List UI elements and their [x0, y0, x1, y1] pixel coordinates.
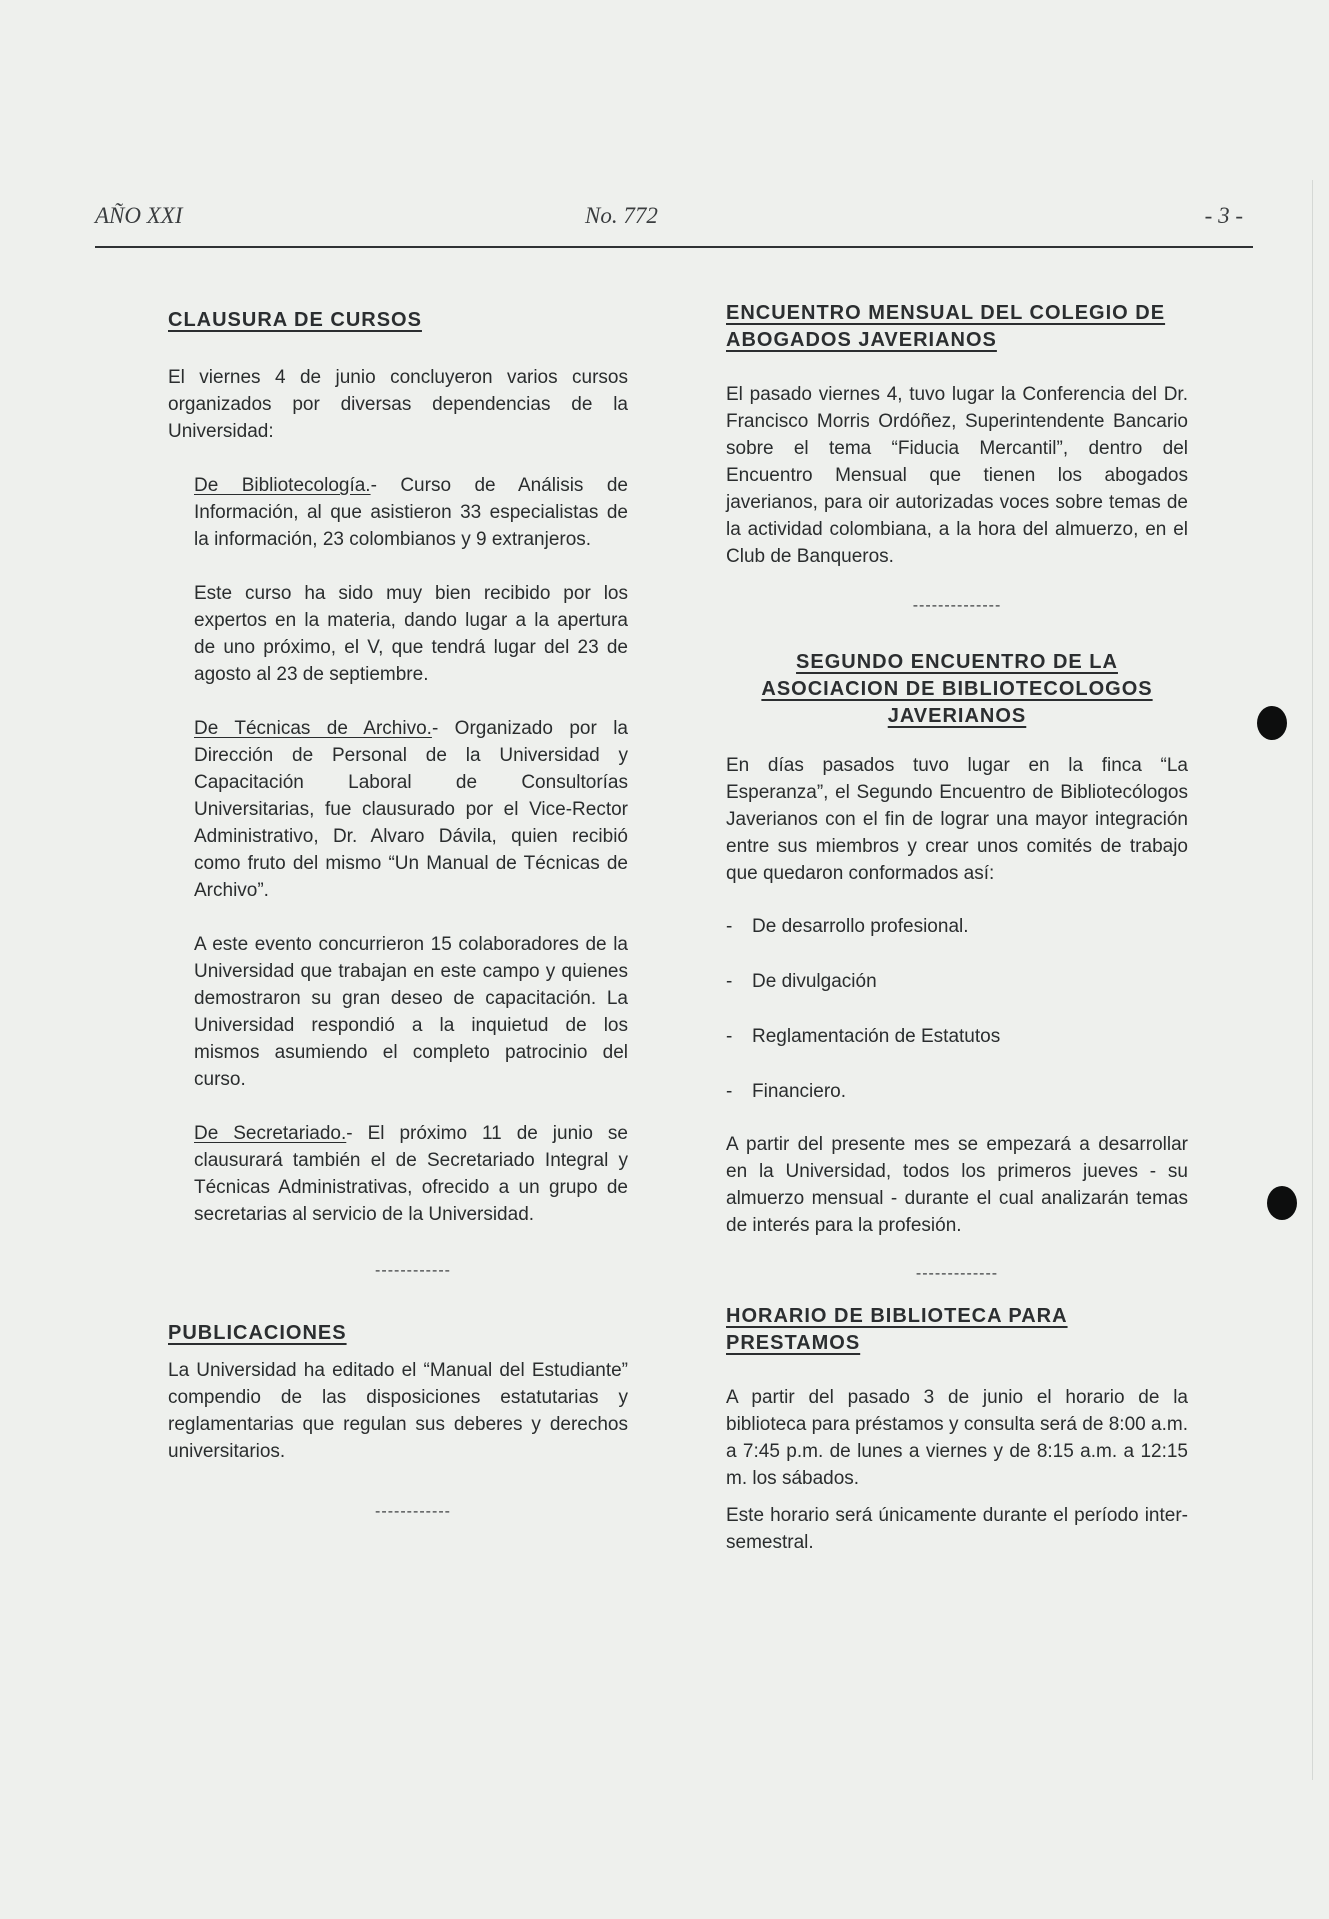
clausura-biblio-p2: Este curso ha sido muy bien recibido por los expertos en la materia, dando lugar a la apertura de uno próximo, el V, que tendrá lugar del 23 de agosto al 23 de septiembre. — [194, 583, 628, 685]
segundo-text: En días pasados tuvo lugar en la finca “La Esperanza”, el Segundo Encuentro de Bibliotecólogos Javerianos con el fin de lograr una mayor integración entre sus miembros y crear unos comités de trabajo que quedaron conformados así: — [726, 755, 1188, 884]
list-item — [726, 1078, 1188, 1105]
publicaciones-text: La Universidad ha editado el “Manual del Estudiante” compendio de las disposiciones estatutarias y reglamentarias que regulan sus deberes y derechos universitarios. — [168, 1360, 628, 1462]
list-item — [726, 913, 1188, 940]
header-issue: No. 772 — [585, 203, 658, 228]
list-item-text: Financiero. — [752, 1081, 846, 1102]
clausura-biblio — [168, 472, 628, 553]
list-item — [726, 1023, 1188, 1050]
secretariado-label: De Secretariado. — [194, 1123, 347, 1144]
list-item — [726, 968, 1188, 995]
separator: ------------- — [915, 1265, 999, 1282]
clausura-secretariado — [168, 1120, 628, 1228]
list-dash: - — [726, 1026, 733, 1047]
header-rule — [95, 246, 1253, 248]
right-column — [726, 300, 1188, 1556]
clausura-archivo-p2: A este evento concurrieron 15 colaboradores de la Universidad que trabajan en este campo y quienes demostraron su gran deseo de capacitación. La Universidad respondió a la inquietud de los mismos asumiendo el completo patrocinio del curso. — [194, 934, 628, 1090]
separator: ------------ — [375, 1503, 451, 1520]
horario-note: Este horario será únicamente durante el período inter-semestral. — [726, 1505, 1188, 1553]
section-segundo-encuentro — [726, 649, 1188, 1239]
punch-hole — [1257, 706, 1287, 740]
separator: -------------- — [912, 597, 1002, 614]
secretariado-text: - El próximo 11 de junio se clausurará también el de Secretariado Integral y Técnicas Administrativas, ofrecido a un grupo de secretarias al servicio de la Universidad. — [194, 1123, 628, 1225]
horario-text: A partir del pasado 3 de junio el horario de la biblioteca para préstamos y consulta será de 8:00 a.m. a 7:45 p.m. de lunes a viernes y de 8:15 a.m. a 12:15 m. los sábados. — [726, 1387, 1188, 1489]
biblio-label: De Bibliotecología. — [194, 475, 371, 496]
horario-title: HORARIO DE BIBLIOTECA PARA PRESTAMOS — [726, 1305, 1068, 1354]
section-encuentro — [726, 300, 1188, 570]
section-horario — [726, 1303, 1188, 1556]
list-dash: - — [726, 971, 733, 992]
header-page-number: - 3 - — [1204, 203, 1243, 228]
list-dash: - — [726, 1081, 733, 1102]
left-column — [168, 300, 628, 1521]
punch-hole — [1267, 1186, 1297, 1220]
comites-list — [726, 913, 1188, 1105]
margin-line — [1312, 180, 1313, 1780]
encuentro-text: El pasado viernes 4, tuvo lugar la Conferencia del Dr. Francisco Morris Ordóñez, Superintendente Bancario sobre el tema “Fiducia Mercantil”, dentro del Encuentro Mensual que tienen los abogados javerianos, para oir autorizadas voces sobre temas de la actividad colombiana, a la hora del almuerzo, en el Club de Banqueros. — [726, 384, 1188, 567]
clausura-archivo — [168, 715, 628, 904]
segundo-closing: A partir del presente mes se empezará a desarrollar en la Universidad, todos los primeros jueves - su almuerzo mensual - durante el cual analizarán temas de interés para la profesión. — [726, 1134, 1188, 1236]
clausura-intro: El viernes 4 de junio concluyeron varios cursos organizados por diversas dependencias de la Universidad: — [168, 367, 628, 442]
publicaciones-title: PUBLICACIONES — [168, 1322, 347, 1344]
archivo-text: - Organizado por la Dirección de Personal de la Universidad y Capacitación Laboral de Consultorías Universitarias, fue clausurado por el Vice-Rector Administrativo, Dr. Alvaro Dávila, quien recibió como fruto del mismo “Un Manual de Técnicas de Archivo”. — [194, 718, 628, 901]
biblio-text: - Curso de Análisis de Información, al que asistieron 33 especialistas de la información, 23 colombianos y 9 extranjeros. — [194, 475, 628, 550]
list-item-text: De divulgación — [752, 971, 877, 992]
list-dash: - — [726, 916, 733, 937]
encuentro-title: ENCUENTRO MENSUAL DEL COLEGIO DE ABOGADOS JAVERIANOS — [726, 302, 1166, 351]
archivo-label: De Técnicas de Archivo. — [194, 718, 432, 739]
clausura-title: CLAUSURA DE CURSOS — [168, 309, 422, 331]
list-item-text: Reglamentación de Estatutos — [752, 1026, 1001, 1047]
header-year: AÑO XXI — [95, 203, 183, 228]
list-item-text: De desarrollo profesional. — [752, 916, 969, 937]
segundo-title: SEGUNDO ENCUENTRO DE LA ASOCIACION DE BIBLIOTECOLOGOS JAVERIANOS — [761, 651, 1153, 727]
section-clausura — [168, 307, 628, 1228]
separator: ------------ — [375, 1262, 451, 1279]
section-publicaciones — [168, 1320, 628, 1465]
